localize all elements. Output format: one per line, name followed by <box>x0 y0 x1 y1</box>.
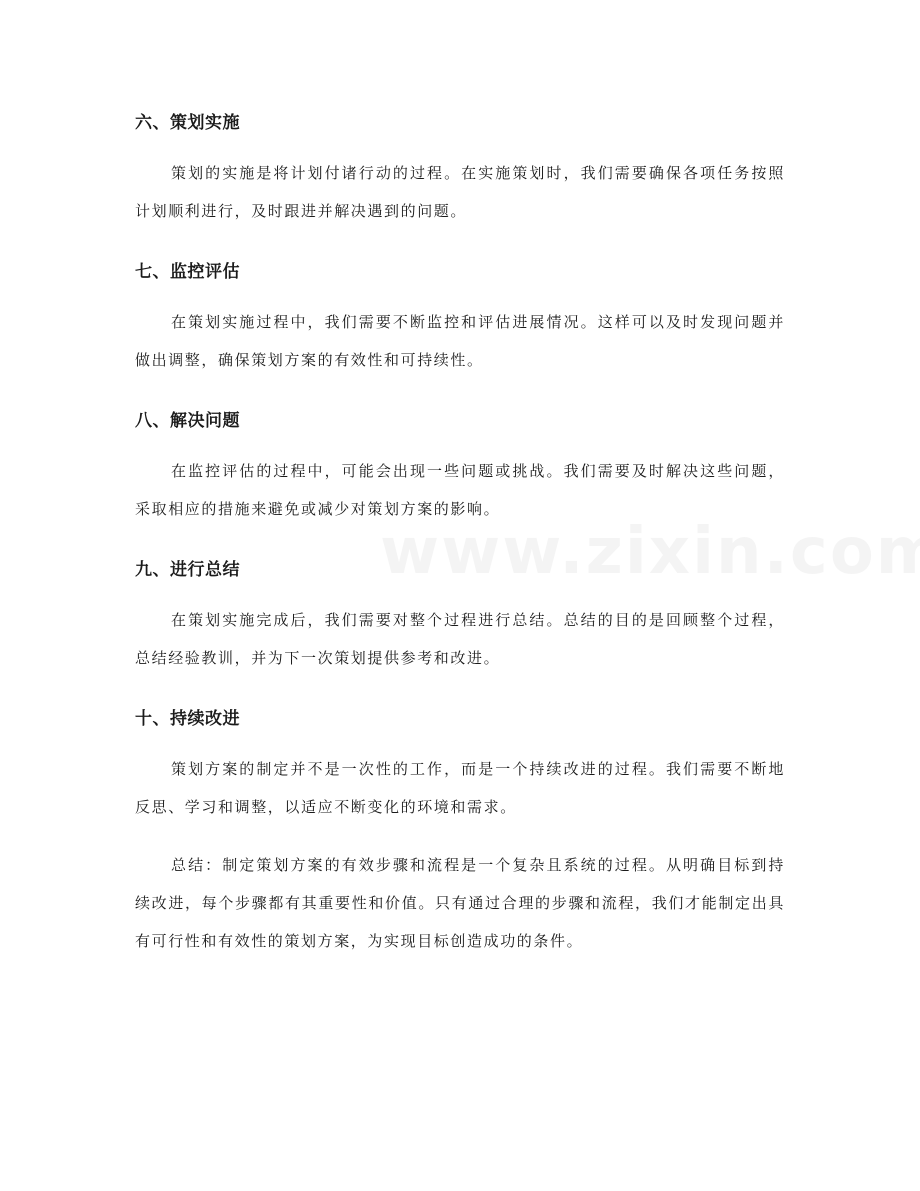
section-implementation <box>135 108 785 230</box>
section-monitoring <box>135 257 785 379</box>
section-continuous-improvement <box>135 704 785 826</box>
section-heading: 八、解决问题 <box>135 411 240 431</box>
section-summary-review <box>135 555 785 677</box>
document-body <box>135 108 785 960</box>
section-paragraph: 在策划实施完成后，我们需要对整个过程进行总结。总结的目的是回顾整个过程，总结经验教训，并为下一次策划提供参考和改进。 <box>135 611 785 667</box>
section-heading: 九、进行总结 <box>135 560 240 580</box>
section-heading: 十、持续改进 <box>135 709 240 729</box>
section-paragraph: 策划的实施是将计划付诸行动的过程。在实施策划时，我们需要确保各项任务按照计划顺利进行，及时跟进并解决遇到的问题。 <box>135 164 785 220</box>
section-heading: 六、策划实施 <box>135 113 240 133</box>
section-heading: 七、监控评估 <box>135 262 240 282</box>
section-paragraph: 在监控评估的过程中，可能会出现一些问题或挑战。我们需要及时解决这些问题，采取相应的措施来避免或减少对策划方案的影响。 <box>135 462 785 518</box>
section-problem-solving <box>135 406 785 528</box>
section-paragraph: 策划方案的制定并不是一次性的工作，而是一个持续改进的过程。我们需要不断地反思、学习和调整，以适应不断变化的环境和需求。 <box>135 760 785 816</box>
summary-paragraph: 总结：制定策划方案的有效步骤和流程是一个复杂且系统的过程。从明确目标到持续改进，每个步骤都有其重要性和价值。只有通过合理的步骤和流程，我们才能制定出具有可行性和有效性的策划方案，为实现目标创造成功的条件。 <box>135 856 785 950</box>
section-paragraph: 在策划实施过程中，我们需要不断监控和评估进展情况。这样可以及时发现问题并做出调整，确保策划方案的有效性和可持续性。 <box>135 313 785 369</box>
